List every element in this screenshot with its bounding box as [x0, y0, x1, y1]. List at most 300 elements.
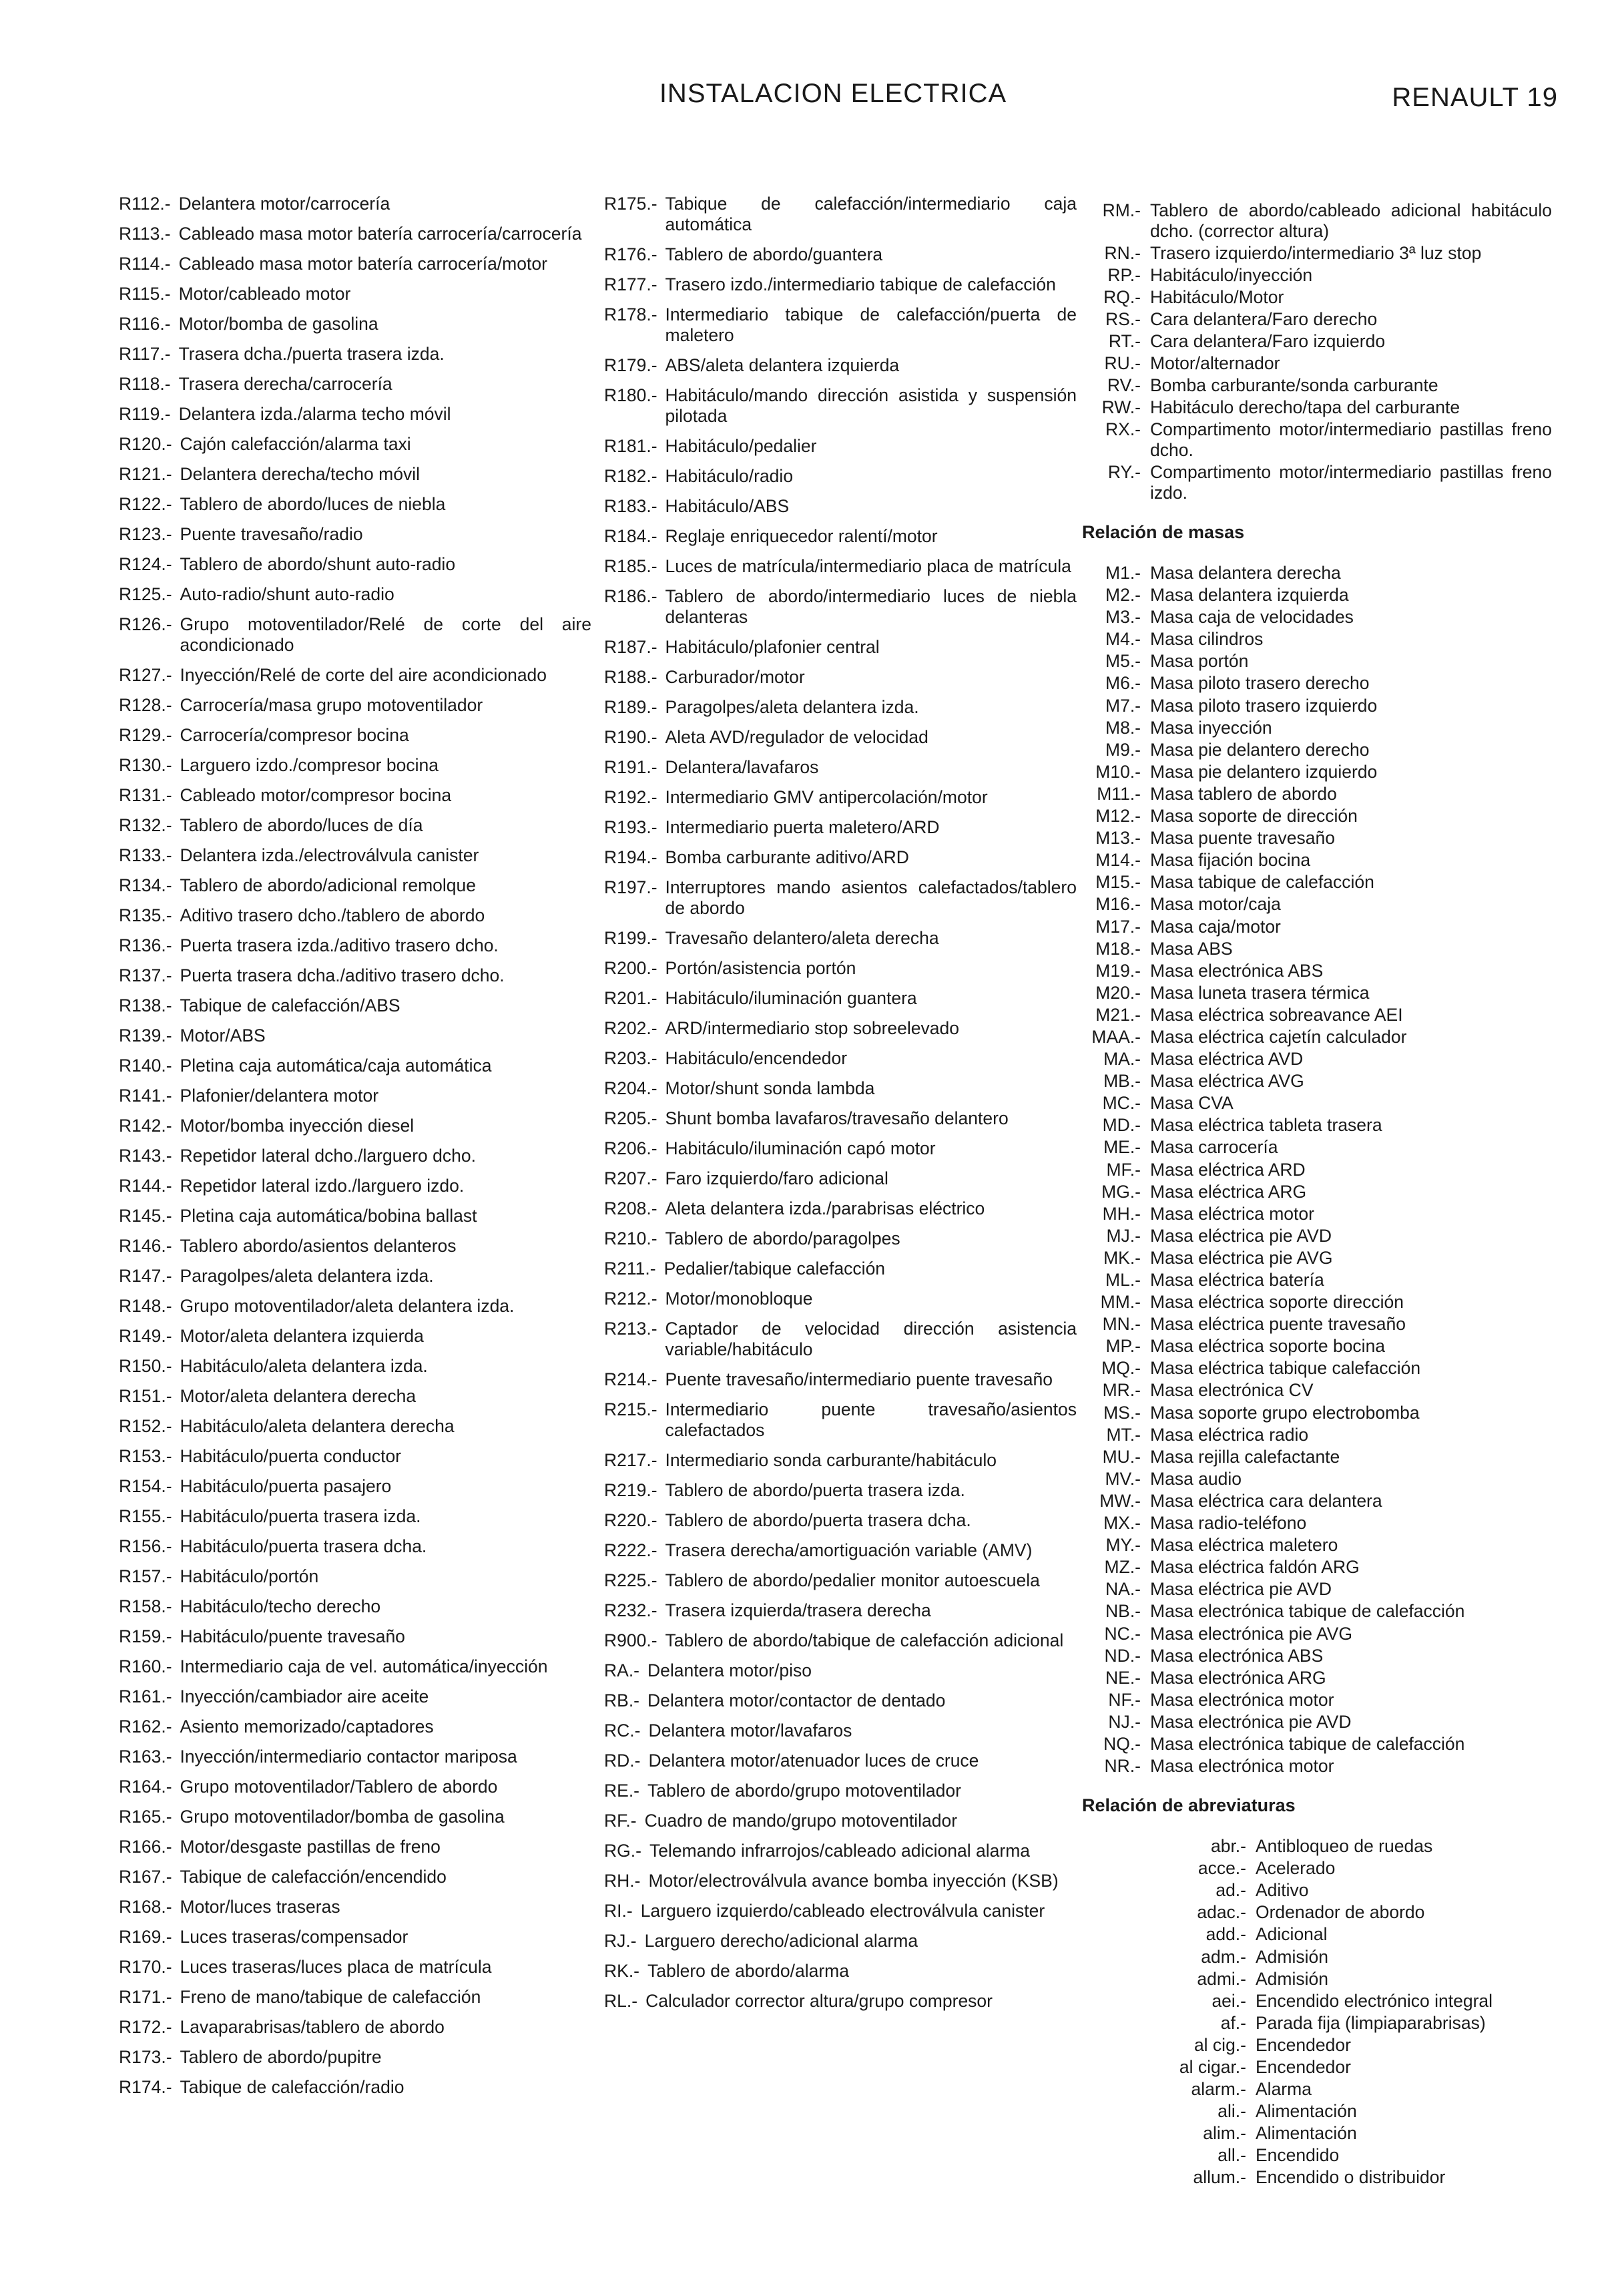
- item-code: M20.-: [1095, 982, 1141, 1003]
- item-code: M21.-: [1095, 1004, 1141, 1025]
- item-code: NQ.-: [1103, 1733, 1141, 1754]
- item-description: Tabique de calefacción/encendido: [180, 1867, 447, 1887]
- item-code: R205.-: [604, 1108, 657, 1128]
- item-code: NA.-: [1105, 1579, 1141, 1600]
- list-item: [1085, 1668, 1552, 1688]
- item-description: Intermediario sonda carburante/habitáculo: [665, 1450, 997, 1470]
- item-description: Masa electrónica motor: [1150, 1756, 1334, 1777]
- list-item: [119, 1777, 591, 1797]
- item-code: R188.-: [604, 667, 657, 687]
- item-code: RD.-: [604, 1751, 641, 1771]
- item-description: Shunt bomba lavafaros/travesaño delantero: [665, 1108, 1009, 1128]
- item-code: adm.-: [1201, 1946, 1246, 1967]
- item-code: R135.-: [119, 905, 172, 925]
- item-code: R122.-: [119, 494, 172, 514]
- item-code: R190.-: [604, 727, 657, 747]
- list-item: [604, 274, 1077, 295]
- item-description: Delantera motor/atenuador luces de cruce: [648, 1751, 979, 1771]
- list-item: [1107, 2057, 1552, 2078]
- item-description: Delantera motor/lavafaros: [648, 1720, 852, 1741]
- item-description: Paragolpes/aleta delantera izda.: [665, 697, 919, 717]
- list-item: [119, 404, 591, 425]
- item-code: RT.-: [1108, 331, 1141, 351]
- item-description: Trasera derecha/amortiguación variable (AMV): [665, 1540, 1033, 1560]
- item-description: Motor/luces traseras: [180, 1897, 340, 1917]
- item-description: Habitáculo/puente travesaño: [180, 1626, 405, 1646]
- item-description: Masa carrocería: [1150, 1137, 1278, 1158]
- list-item: [1107, 2101, 1552, 2122]
- item-description: Intermediario puerta maletero/ARD: [665, 817, 940, 837]
- item-code: MP.-: [1105, 1336, 1141, 1357]
- item-description: Encendido electrónico integral: [1256, 1990, 1493, 2011]
- item-description: Masa caja/motor: [1150, 916, 1281, 937]
- item-description: Habitáculo derecho/tapa del carburante: [1150, 397, 1460, 417]
- item-description: Masa delantera derecha: [1150, 563, 1341, 583]
- list-item: [1085, 353, 1552, 374]
- list-item: [1085, 917, 1552, 937]
- connector-list-r: [1085, 200, 1552, 503]
- item-description: Tabique de calefacción/radio: [180, 2077, 404, 2097]
- item-description: Grupo motoventilador/bomba de gasolina: [180, 1807, 505, 1827]
- list-item: [1085, 939, 1552, 959]
- item-code: af.-: [1220, 2012, 1246, 2033]
- item-code: M9.-: [1105, 739, 1141, 760]
- item-code: R168.-: [119, 1897, 172, 1917]
- item-code: MAA.-: [1091, 1026, 1141, 1047]
- list-item: [604, 1931, 1077, 1951]
- item-code: MU.-: [1102, 1446, 1141, 1467]
- list-item: [1107, 1902, 1552, 1923]
- list-item: [604, 1540, 1077, 1561]
- list-item: [1107, 2167, 1552, 2188]
- list-item: [1085, 740, 1552, 760]
- item-description: Masa electrónica tabique de calefacción: [1150, 1601, 1465, 1622]
- item-code: R201.-: [604, 988, 657, 1008]
- list-item: [604, 847, 1077, 868]
- item-description: Trasera izquierda/trasera derecha: [665, 1600, 931, 1620]
- item-code: R215.-: [604, 1399, 657, 1419]
- item-description: Cuadro de mando/grupo motoventilador: [644, 1811, 958, 1831]
- item-code: R187.-: [604, 637, 657, 657]
- item-code: MY.-: [1105, 1535, 1141, 1556]
- item-code: RK.-: [604, 1961, 639, 1981]
- list-item: [604, 466, 1077, 487]
- list-item: [119, 434, 591, 455]
- item-code: RS.-: [1105, 309, 1141, 329]
- item-code: NB.-: [1105, 1601, 1141, 1622]
- item-description: Delantera izda./electroválvula canister: [180, 845, 479, 865]
- item-description: Habitáculo/puerta conductor: [180, 1446, 402, 1466]
- list-item: [1085, 1160, 1552, 1180]
- item-description: Inyección/cambiador aire aceite: [180, 1686, 429, 1706]
- list-item: [119, 194, 591, 214]
- item-description: Delantera motor/contactor de dentado: [647, 1690, 946, 1710]
- item-description: Delantera izda./alarma techo móvil: [178, 404, 451, 424]
- item-code: R117.-: [119, 344, 171, 364]
- item-description: Habitáculo/puerta pasajero: [180, 1476, 392, 1496]
- item-code: R116.-: [119, 314, 171, 334]
- list-item: [604, 1600, 1077, 1621]
- list-item: [119, 1236, 591, 1256]
- list-item: [1085, 1182, 1552, 1202]
- list-item: [119, 1716, 591, 1737]
- list-item: [1085, 1027, 1552, 1048]
- item-code: R170.-: [119, 1957, 172, 1977]
- item-description: Repetidor lateral izdo./larguero izdo.: [180, 1176, 465, 1196]
- item-code: R167.-: [119, 1867, 172, 1887]
- list-item: [604, 1258, 1077, 1279]
- list-item: [1085, 607, 1552, 628]
- list-item: [604, 1369, 1077, 1390]
- list-item: [1085, 806, 1552, 827]
- item-code: R143.-: [119, 1146, 172, 1166]
- list-item: [1107, 1924, 1552, 1945]
- item-description: Habitáculo/puerta trasera izda.: [180, 1506, 421, 1526]
- list-item: [119, 224, 591, 244]
- item-code: R193.-: [604, 817, 657, 837]
- item-code: R151.-: [119, 1386, 172, 1406]
- item-code: MW.-: [1099, 1490, 1141, 1511]
- item-code: R160.-: [119, 1656, 172, 1676]
- item-code: R181.-: [604, 436, 657, 456]
- item-description: Masa electrónica motor: [1150, 1689, 1334, 1710]
- item-code: MV.-: [1105, 1468, 1141, 1489]
- list-item: [1085, 1535, 1552, 1556]
- item-code: RF.-: [604, 1811, 637, 1831]
- item-description: Intermediario puente travesaño/asientos calefactados: [665, 1399, 1077, 1440]
- item-description: ABS/aleta delantera izquierda: [665, 355, 900, 375]
- list-item: [119, 464, 591, 485]
- list-item: [604, 958, 1077, 979]
- item-description: Aleta AVD/regulador de velocidad: [665, 727, 928, 747]
- item-description: Freno de mano/tabique de calefacción: [180, 1987, 481, 2007]
- item-code: aei.-: [1211, 1990, 1246, 2011]
- item-description: Carrocería/masa grupo motoventilador: [180, 695, 483, 715]
- list-item: [1085, 1093, 1552, 1114]
- item-description: Habitáculo/Motor: [1150, 287, 1284, 307]
- item-description: Delantera motor/carrocería: [178, 194, 390, 214]
- item-description: Masa eléctrica ARG: [1150, 1181, 1307, 1202]
- item-description: Carrocería/compresor bocina: [180, 725, 409, 745]
- item-description: Lavaparabrisas/tablero de abordo: [180, 2017, 445, 2037]
- item-code: RE.-: [604, 1781, 639, 1801]
- list-item: [1085, 1380, 1552, 1401]
- list-item: [1085, 894, 1552, 915]
- list-item: [119, 1747, 591, 1767]
- item-code: RG.-: [604, 1841, 641, 1861]
- item-description: Motor/bomba inyección diesel: [180, 1116, 415, 1136]
- item-description: Tablero de abordo/adicional remolque: [180, 875, 476, 895]
- list-item: [119, 1086, 591, 1106]
- list-item: [1085, 850, 1552, 871]
- list-item: [1085, 1624, 1552, 1644]
- item-code: R197.-: [604, 877, 657, 897]
- item-description: Delantera derecha/techo móvil: [180, 464, 420, 484]
- list-item: [604, 667, 1077, 688]
- item-description: Tablero de abordo/guantera: [665, 244, 883, 264]
- item-description: Masa CVA: [1150, 1093, 1234, 1114]
- list-item: [119, 1626, 591, 1647]
- list-item: [1085, 200, 1552, 242]
- item-description: Tablero de abordo/luces de día: [180, 815, 423, 835]
- list-item: [1085, 1579, 1552, 1600]
- item-description: Masa soporte grupo electrobomba: [1150, 1402, 1420, 1423]
- item-code: R202.-: [604, 1018, 657, 1038]
- item-description: Masa eléctrica faldón ARG: [1150, 1557, 1360, 1578]
- item-code: R169.-: [119, 1927, 172, 1947]
- column-2: [604, 194, 1077, 2021]
- list-item: [1085, 961, 1552, 981]
- list-item: [1085, 1204, 1552, 1224]
- item-code: adac.-: [1197, 1902, 1246, 1923]
- item-code: al cig.-: [1193, 2034, 1246, 2055]
- list-item: [119, 1416, 591, 1437]
- list-item: [119, 284, 591, 304]
- list-item: [119, 2017, 591, 2038]
- list-item: [604, 1991, 1077, 2012]
- masas-heading: Relación de masas: [1082, 522, 1245, 542]
- list-item: [119, 1386, 591, 1407]
- list-item: [604, 1138, 1077, 1159]
- item-code: R137.-: [119, 965, 172, 985]
- item-description: Alimentación: [1256, 2123, 1357, 2144]
- item-code: MF.-: [1106, 1159, 1141, 1180]
- item-code: RQ.-: [1103, 287, 1141, 307]
- list-item: [119, 584, 591, 605]
- item-description: Grupo motoventilador/Tablero de abordo: [180, 1777, 498, 1797]
- list-item: [1085, 629, 1552, 650]
- item-description: Motor/aleta delantera izquierda: [180, 1326, 424, 1346]
- item-description: Tablero de abordo/cableado adicional habitáculo dcho. (corrector altura): [1150, 200, 1552, 241]
- item-description: Habitáculo/ABS: [665, 496, 790, 516]
- list-item: [604, 988, 1077, 1009]
- item-description: Habitáculo/aleta delantera derecha: [180, 1416, 455, 1436]
- list-item: [1085, 1005, 1552, 1025]
- item-code: R200.-: [604, 958, 657, 978]
- item-description: Masa audio: [1150, 1468, 1242, 1489]
- item-description: Puente travesaño/radio: [180, 524, 363, 544]
- item-code: R139.-: [119, 1025, 172, 1046]
- item-code: R158.-: [119, 1596, 172, 1616]
- item-description: Intermediario caja de vel. automática/inyección: [180, 1656, 548, 1676]
- item-description: Masa eléctrica sobreavance AEI: [1150, 1004, 1403, 1025]
- list-item: [604, 1078, 1077, 1099]
- item-description: Masa luneta trasera térmica: [1150, 982, 1370, 1003]
- list-item: [119, 1326, 591, 1347]
- item-description: Larguero izdo./compresor bocina: [180, 755, 439, 775]
- item-code: admi.-: [1197, 1968, 1246, 1989]
- item-description: Tablero de abordo/puerta trasera izda.: [665, 1480, 965, 1500]
- item-code: MC.-: [1102, 1093, 1141, 1114]
- list-item: [1085, 1049, 1552, 1070]
- item-code: R145.-: [119, 1206, 172, 1226]
- item-code: R136.-: [119, 935, 172, 955]
- item-description: Luces traseras/luces placa de matrícula: [180, 1957, 492, 1977]
- page-title: INSTALACION ELECTRICA: [659, 79, 1007, 108]
- item-code: MG.-: [1101, 1181, 1141, 1202]
- item-code: MJ.-: [1106, 1225, 1141, 1246]
- item-description: Masa inyección: [1150, 717, 1272, 738]
- item-code: R165.-: [119, 1807, 172, 1827]
- item-code: R191.-: [604, 757, 657, 777]
- item-description: Habitáculo/iluminación guantera: [665, 988, 917, 1008]
- item-description: Masa pie delantero izquierdo: [1150, 761, 1378, 782]
- list-item: [604, 928, 1077, 949]
- item-description: Pletina caja automática/bobina ballast: [180, 1206, 477, 1226]
- item-code: M3.-: [1105, 607, 1141, 628]
- item-description: Motor/monobloque: [665, 1289, 813, 1309]
- item-code: MS.-: [1103, 1402, 1141, 1423]
- list-item: [1085, 1226, 1552, 1246]
- list-item: [1085, 462, 1552, 503]
- item-description: Telemando infrarrojos/cableado adicional alarma: [649, 1841, 1031, 1861]
- item-description: Masa electrónica ABS: [1150, 1645, 1324, 1666]
- list-item: [119, 1025, 591, 1046]
- item-description: Puente travesaño/intermediario puente travesaño: [665, 1369, 1053, 1389]
- item-code: NE.-: [1105, 1667, 1141, 1688]
- item-code: R192.-: [604, 787, 657, 807]
- item-code: R163.-: [119, 1747, 172, 1767]
- list-item: [119, 965, 591, 986]
- item-description: Pedalier/tabique calefacción: [663, 1258, 886, 1279]
- list-item: [1085, 309, 1552, 330]
- item-description: Masa eléctrica maletero: [1150, 1535, 1338, 1556]
- item-code: R220.-: [604, 1510, 657, 1530]
- item-code: R119.-: [119, 404, 171, 424]
- item-code: MQ.-: [1101, 1358, 1141, 1379]
- item-description: Reglaje enriquecedor ralentí/motor: [665, 526, 938, 546]
- item-code: R206.-: [604, 1138, 657, 1158]
- list-item: [604, 1720, 1077, 1741]
- item-code: R127.-: [119, 665, 172, 685]
- item-description: Portón/asistencia portón: [665, 958, 856, 978]
- item-code: ML.-: [1105, 1270, 1141, 1290]
- item-code: M16.-: [1095, 894, 1141, 915]
- item-code: M6.-: [1105, 673, 1141, 694]
- item-description: Paragolpes/aleta delantera izda.: [180, 1266, 434, 1286]
- list-item: [119, 2077, 591, 2098]
- list-item: [119, 755, 591, 776]
- list-item: [119, 995, 591, 1016]
- item-code: MN.-: [1102, 1314, 1141, 1335]
- item-code: M4.-: [1105, 629, 1141, 650]
- list-item: [1085, 1248, 1552, 1269]
- item-description: Masa eléctrica batería: [1150, 1270, 1324, 1290]
- list-item: [1107, 1969, 1552, 1990]
- item-code: M5.-: [1105, 651, 1141, 672]
- item-code: R174.-: [119, 2077, 172, 2097]
- item-description: Inyección/intermediario contactor mariposa: [180, 1747, 517, 1767]
- item-description: Admisión: [1256, 1946, 1328, 1967]
- column-1: [119, 194, 591, 2107]
- item-description: Masa electrónica pie AVD: [1150, 1711, 1352, 1732]
- item-description: Masa soporte de dirección: [1150, 806, 1358, 827]
- item-code: M10.-: [1095, 761, 1141, 782]
- list-item: [604, 526, 1077, 547]
- item-description: Masa electrónica ARG: [1150, 1667, 1326, 1688]
- item-description: Masa tablero de abordo: [1150, 783, 1337, 804]
- item-code: M13.-: [1095, 828, 1141, 849]
- item-code: R162.-: [119, 1716, 172, 1737]
- list-item: [604, 385, 1077, 427]
- item-description: Bomba carburante aditivo/ARD: [665, 847, 909, 867]
- item-code: NR.-: [1104, 1756, 1141, 1777]
- list-item: [1085, 1115, 1552, 1136]
- item-description: Motor/shunt sonda lambda: [665, 1078, 875, 1098]
- item-code: RJ.-: [604, 1931, 637, 1951]
- item-description: Delantera/lavafaros: [665, 757, 819, 777]
- item-description: Trasero izdo./intermediario tabique de calefacción: [665, 274, 1056, 294]
- item-code: RA.-: [604, 1660, 639, 1680]
- list-item: [119, 725, 591, 746]
- item-code: RN.-: [1104, 243, 1141, 263]
- item-description: Masa eléctrica radio: [1150, 1424, 1309, 1445]
- item-description: Puerta trasera dcha./aditivo trasero dcho.: [180, 965, 505, 985]
- list-item: [604, 1319, 1077, 1360]
- list-item: [119, 1476, 591, 1497]
- list-item: [119, 1116, 591, 1136]
- list-item: [604, 757, 1077, 778]
- list-item: [604, 586, 1077, 628]
- list-item: [1085, 872, 1552, 893]
- item-code: R120.-: [119, 434, 172, 454]
- item-code: RW.-: [1101, 397, 1141, 417]
- list-item: [604, 355, 1077, 376]
- item-code: R159.-: [119, 1626, 172, 1646]
- abbr-heading: Relación de abreviaturas: [1082, 1795, 1296, 1816]
- item-description: Luces traseras/compensador: [180, 1927, 409, 1947]
- list-item: [119, 1446, 591, 1467]
- item-description: Luces de matrícula/intermediario placa de matrícula: [665, 556, 1071, 576]
- item-code: add.-: [1205, 1924, 1246, 1945]
- list-item: [604, 1690, 1077, 1711]
- list-item: [119, 314, 591, 334]
- item-code: MD.-: [1102, 1115, 1141, 1136]
- item-code: R118.-: [119, 374, 171, 394]
- list-item: [119, 815, 591, 836]
- item-description: Masa piloto trasero izquierdo: [1150, 695, 1378, 716]
- item-description: Aditivo: [1256, 1880, 1309, 1901]
- item-description: Habitáculo/pedalier: [665, 436, 817, 456]
- item-code: alarm.-: [1191, 2079, 1246, 2100]
- item-description: Captador de velocidad dirección asistencia variable/habitáculo: [665, 1319, 1077, 1359]
- item-description: Trasera derecha/carrocería: [178, 374, 392, 394]
- list-item: [604, 1871, 1077, 1891]
- item-description: Habitáculo/radio: [665, 466, 794, 486]
- item-code: R146.-: [119, 1236, 172, 1256]
- item-description: Trasera dcha./puerta trasera izda.: [178, 344, 445, 364]
- item-code: MH.-: [1102, 1203, 1141, 1224]
- item-description: Masa eléctrica pie AVD: [1150, 1225, 1332, 1246]
- item-code: MB.-: [1103, 1071, 1141, 1092]
- item-code: NF.-: [1108, 1689, 1141, 1710]
- item-description: Faro izquierdo/faro adicional: [665, 1168, 888, 1188]
- item-description: Alarma: [1256, 2079, 1312, 2100]
- list-item: [1107, 1880, 1552, 1901]
- item-description: Masa eléctrica puente travesaño: [1150, 1314, 1406, 1335]
- item-description: Cara delantera/Faro izquierdo: [1150, 331, 1386, 351]
- item-code: R214.-: [604, 1369, 657, 1389]
- item-description: Encendido o distribuidor: [1256, 2167, 1446, 2188]
- item-description: Interruptores mando asientos calefactados/tablero de abordo: [665, 877, 1077, 918]
- item-code: R164.-: [119, 1777, 172, 1797]
- list-item: [604, 1228, 1077, 1249]
- item-code: M1.-: [1105, 563, 1141, 583]
- list-item: [1085, 1513, 1552, 1534]
- list-item: [119, 1206, 591, 1226]
- item-description: Cableado masa motor batería carrocería/carrocería: [178, 224, 582, 244]
- item-code: R166.-: [119, 1837, 172, 1857]
